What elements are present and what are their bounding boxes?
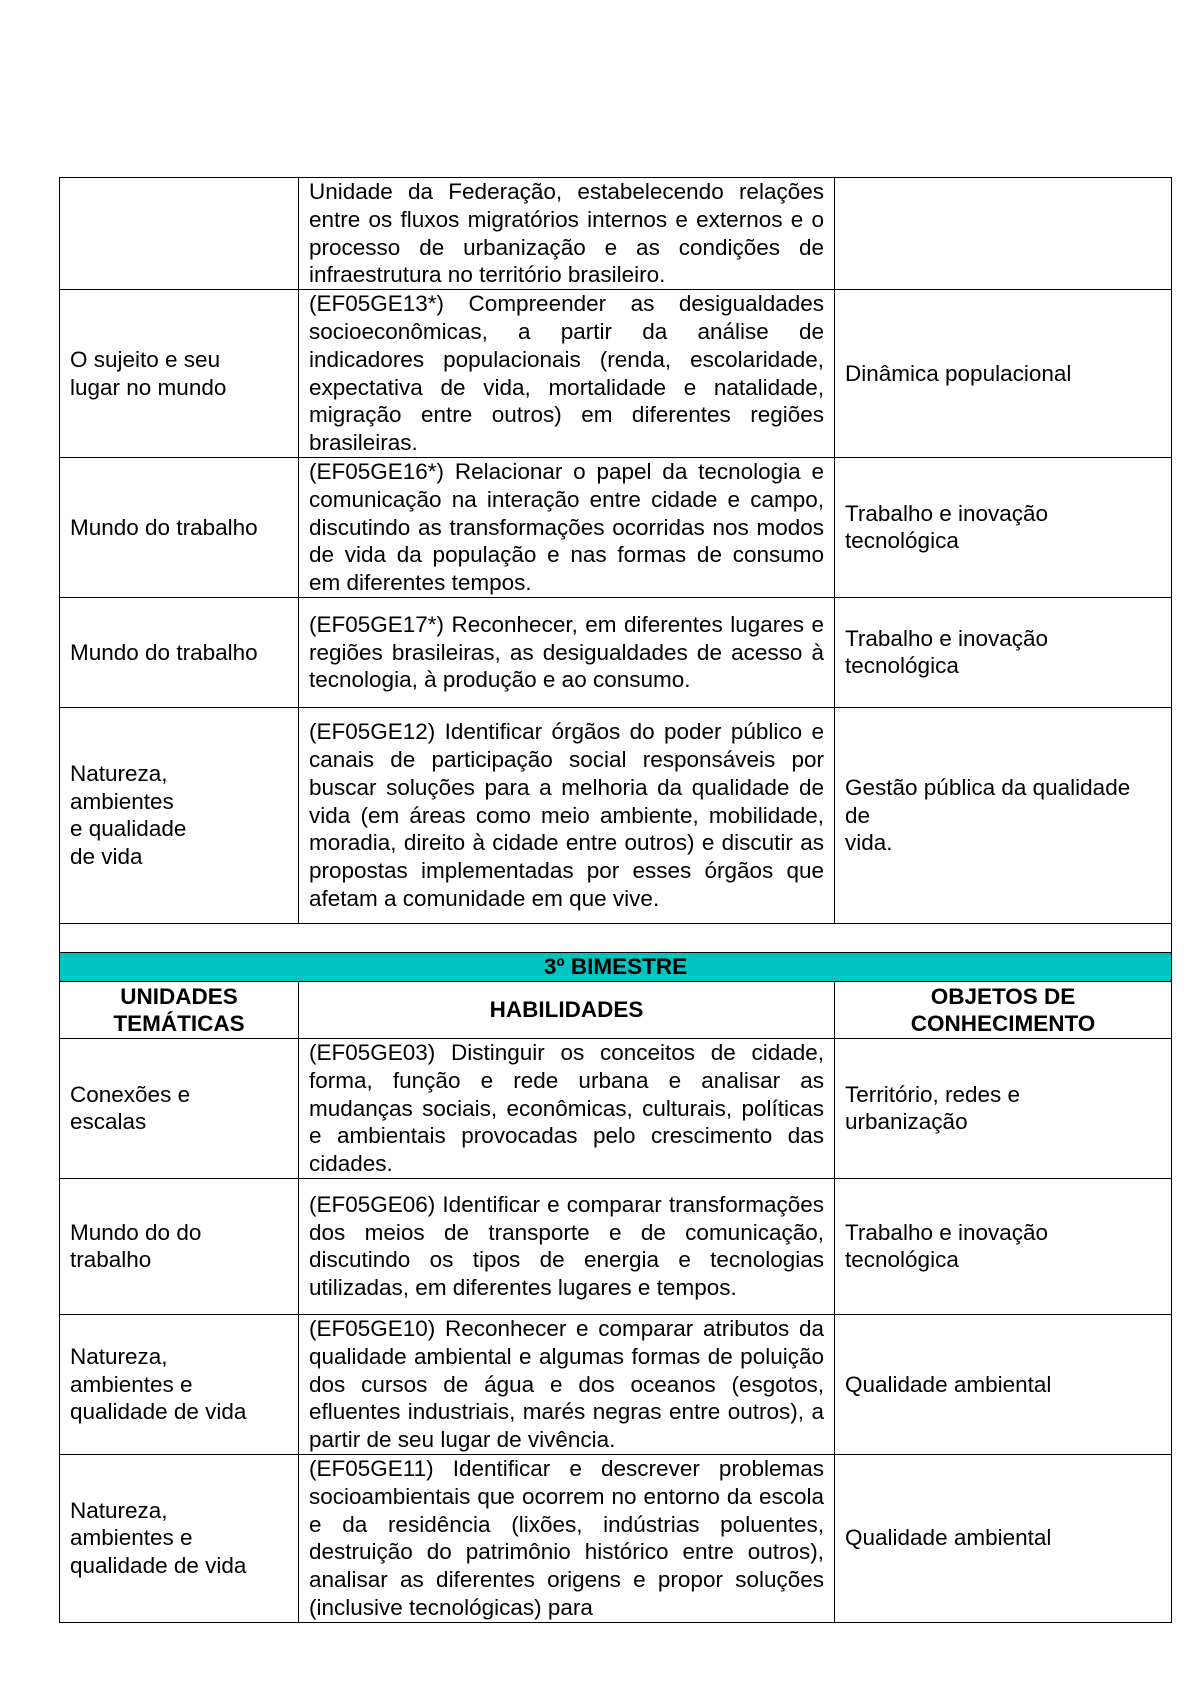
spacer-row — [60, 923, 1172, 952]
unidade-cell: Mundo do do trabalho — [60, 1178, 299, 1314]
header-row — [60, 981, 1172, 1038]
table-row — [60, 1038, 1172, 1178]
curriculum-table — [59, 177, 1172, 1623]
unidade-cell: Natureza, ambientes e qualidade de vida — [60, 1314, 299, 1454]
habilidade-text: (EF05GE06) Identificar e comparar transformações dos meios de transporte e de comunicação, discutindo os tipos de energia e tecnologias utilizadas, em diferentes lugares e tempos. — [309, 1191, 824, 1301]
unidade-cell: Mundo do trabalho — [60, 457, 299, 597]
objeto-cell: Gestão pública da qualidade de vida. — [835, 707, 1172, 923]
objeto-cell: Território, redes e urbanização — [835, 1038, 1172, 1178]
unidade-cell: Mundo do trabalho — [60, 597, 299, 707]
objeto-cell: Qualidade ambiental — [835, 1314, 1172, 1454]
spacer-cell — [60, 923, 1172, 952]
table-row — [60, 1314, 1172, 1454]
table-row — [60, 178, 1172, 290]
habilidade-text: (EF05GE17*) Reconhecer, em diferentes lugares e regiões brasileiras, as desigualdades de acesso à tecnologia, à produção e ao consumo. — [309, 611, 824, 693]
objeto-cell: Trabalho e inovação tecnológica — [835, 1178, 1172, 1314]
unidade-cell: O sujeito e seu lugar no mundo — [60, 290, 299, 458]
table-row — [60, 707, 1172, 923]
habilidade-cell — [299, 1178, 835, 1314]
habilidade-cell — [299, 290, 835, 458]
habilidade-cell — [299, 1314, 835, 1454]
habilidade-cell — [299, 457, 835, 597]
table-row — [60, 597, 1172, 707]
table-row — [60, 1454, 1172, 1622]
unidade-cell: Natureza, ambientes e qualidade de vida — [60, 707, 299, 923]
habilidade-text: (EF05GE03) Distinguir os conceitos de cidade, forma, função e rede urbana e analisar as mudanças sociais, econômicas, culturais, políticas e ambientais provocadas pelo crescimento das cidades. — [309, 1039, 824, 1177]
table-row — [60, 290, 1172, 458]
bimestre-title: 3º BIMESTRE — [60, 952, 1172, 981]
habilidade-text: (EF05GE13*) Compreender as desigualdades socioeconômicas, a partir da análise de indicadores populacionais (renda, escolaridade, expectativa de vida, mortalidade e natalidade, migração entre outros) em diferentes regiões brasileiras. — [309, 291, 824, 456]
habilidade-text: (EF05GE10) Reconhecer e comparar atributos da qualidade ambiental e algumas formas de poluição dos cursos de água e dos oceanos (esgotos, efluentes industriais, marés negras entre outros), a partir de seu lugar de vivência. — [309, 1315, 824, 1453]
table-row — [60, 457, 1172, 597]
habilidade-cell — [299, 1038, 835, 1178]
header-habilidades: HABILIDADES — [299, 981, 835, 1038]
habilidade-text: (EF05GE12) Identificar órgãos do poder público e canais de participação social responsáveis por buscar soluções para a melhoria da qualidade de vida (em áreas como meio ambiente, mobilidade, moradia, direito à cidade entre outros) e discutir as propostas implementadas por esses órgãos que afetam a comunidade em que vive. — [309, 719, 824, 911]
objeto-cell — [835, 178, 1172, 290]
objeto-cell: Trabalho e inovação tecnológica — [835, 457, 1172, 597]
header-objetos: OBJETOS DE CONHECIMENTO — [835, 981, 1172, 1038]
unidade-cell: Conexões e escalas — [60, 1038, 299, 1178]
header-unidades: UNIDADES TEMÁTICAS — [60, 981, 299, 1038]
table-row — [60, 1178, 1172, 1314]
habilidade-cell — [299, 597, 835, 707]
habilidade-cell — [299, 1454, 835, 1622]
bimestre-row — [60, 952, 1172, 981]
habilidade-cell — [299, 707, 835, 923]
objeto-cell: Dinâmica populacional — [835, 290, 1172, 458]
unidade-cell: Natureza, ambientes e qualidade de vida — [60, 1454, 299, 1622]
habilidade-text: (EF05GE16*) Relacionar o papel da tecnologia e comunicação na interação entre cidade e campo, discutindo as transformações ocorridas nos modos de vida da população e nas formas de consumo em diferentes tempos. — [309, 458, 824, 596]
habilidade-text: Unidade da Federação, estabelecendo relações entre os fluxos migratórios internos e externos e o processo de urbanização e as condições de infraestrutura no território brasileiro. — [309, 179, 824, 288]
objeto-cell: Qualidade ambiental — [835, 1454, 1172, 1622]
objeto-cell: Trabalho e inovação tecnológica — [835, 597, 1172, 707]
habilidade-cell — [299, 178, 835, 290]
unidade-cell — [60, 178, 299, 290]
habilidade-text: (EF05GE11) Identificar e descrever problemas socioambientais que ocorrem no entorno da escola e da residência (lixões, indústrias poluentes, destruição do patrimônio histórico entre outros), analisar as diferentes origens e propor soluções (inclusive tecnológicas) para — [309, 1455, 824, 1620]
